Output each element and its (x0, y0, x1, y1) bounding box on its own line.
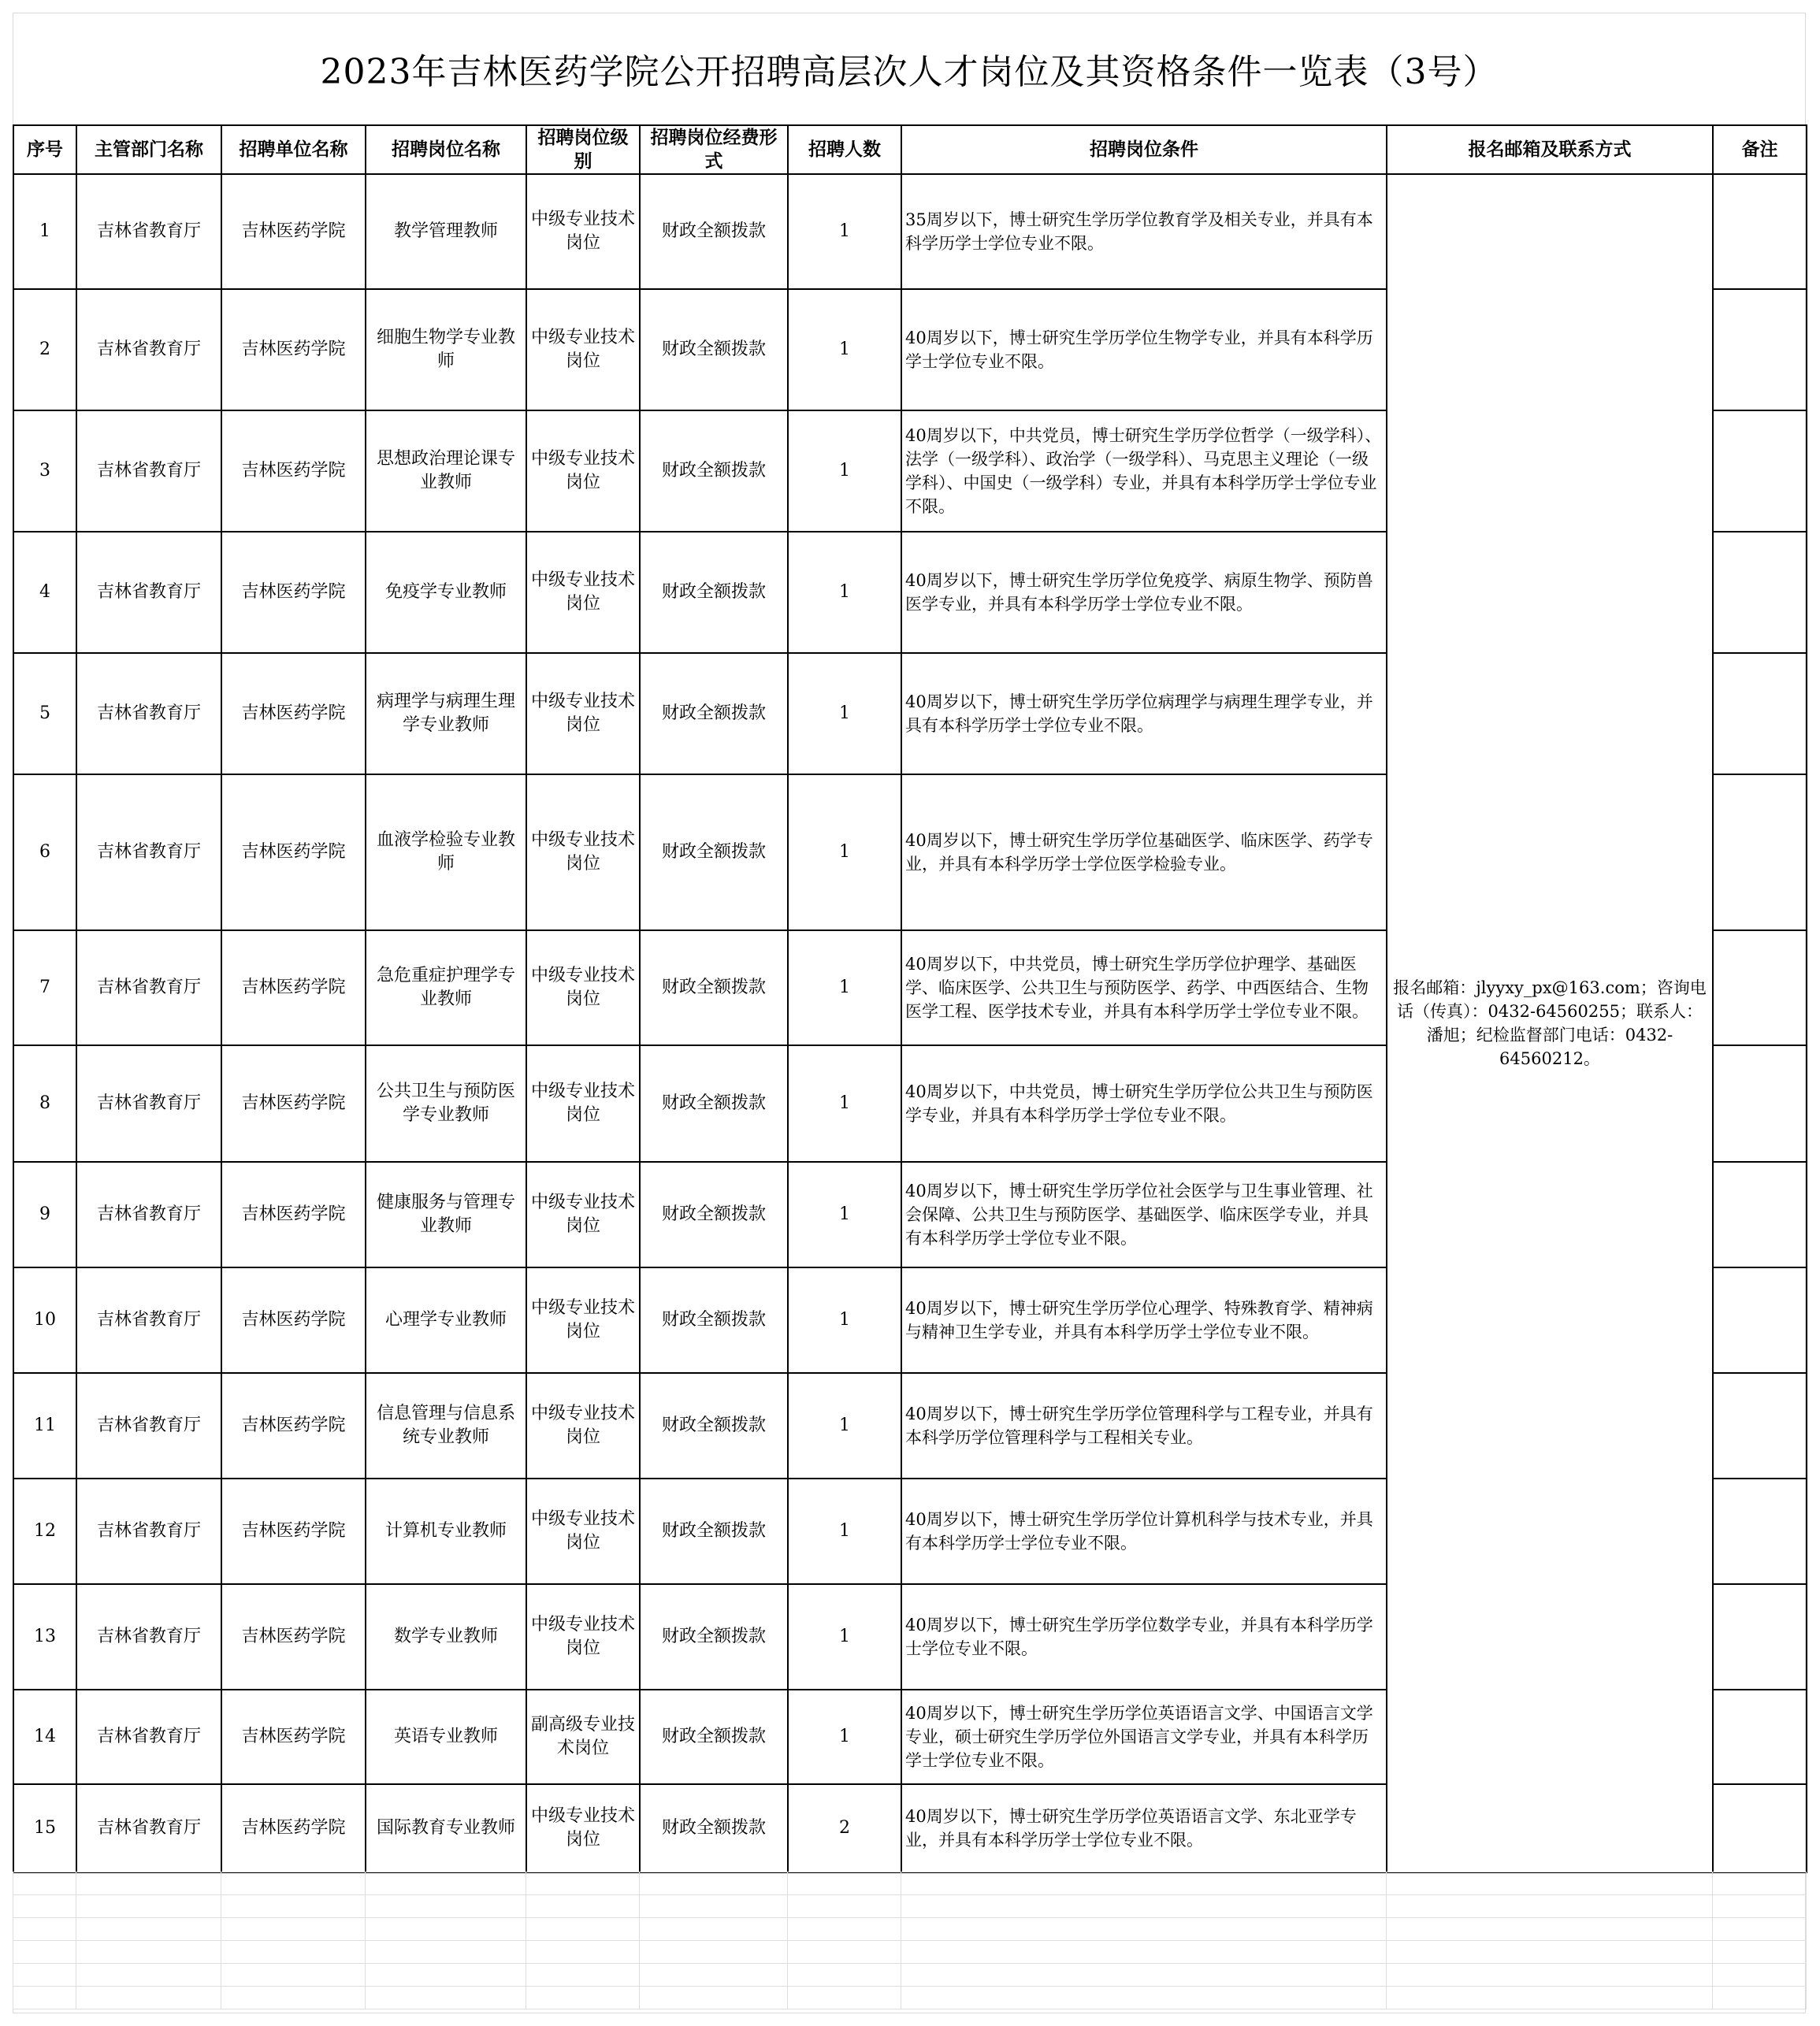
cell-unit: 吉林医药学院 (221, 174, 366, 289)
cell-count: 1 (788, 1267, 901, 1373)
cell-conditions: 40周岁以下，中共党员，博士研究生学历学位公共卫生与预防医学专业，并具有本科学历学士学位专业不限。 (901, 1045, 1387, 1162)
cell-unit: 吉林医药学院 (221, 1690, 366, 1784)
cell-unit: 吉林医药学院 (221, 410, 366, 532)
cell-dept: 吉林省教育厅 (76, 1584, 221, 1690)
cell-level: 中级专业技术岗位 (526, 1045, 640, 1162)
cell-post: 急危重症护理学专业教师 (366, 930, 526, 1045)
cell-count: 1 (788, 653, 901, 774)
cell-conditions: 40周岁以下，博士研究生学历学位病理学与病理生理学专业，并具有本科学历学士学位专业不限。 (901, 653, 1387, 774)
cell-conditions: 40周岁以下，博士研究生学历学位数学专业，并具有本科学历学士学位专业不限。 (901, 1584, 1387, 1690)
cell-dept: 吉林省教育厅 (76, 1479, 221, 1584)
cell-dept: 吉林省教育厅 (76, 1690, 221, 1784)
cell-level: 副高级专业技术岗位 (526, 1690, 640, 1784)
cell-level: 中级专业技术岗位 (526, 653, 640, 774)
cell-conditions: 40周岁以下，博士研究生学历学位心理学、特殊教育学、精神病与精神卫生学专业，并具有本科学历学士学位专业不限。 (901, 1267, 1387, 1373)
cell-post: 健康服务与管理专业教师 (366, 1162, 526, 1267)
cell-count: 1 (788, 1584, 901, 1690)
cell-remark (1713, 174, 1807, 289)
header-level: 招聘岗位级别 (526, 125, 640, 174)
cell-conditions: 40周岁以下，中共党员，博士研究生学历学位哲学（一级学科）、法学（一级学科）、政治学（一级学科）、马克思主义理论（一级学科）、中国史（一级学科）专业，并具有本科学历学士学位专业不限。 (901, 410, 1387, 532)
cell-remark (1713, 1373, 1807, 1479)
cell-level: 中级专业技术岗位 (526, 930, 640, 1045)
cell-remark (1713, 1784, 1807, 1872)
table-row (13, 174, 1807, 289)
cell-post: 国际教育专业教师 (366, 1784, 526, 1872)
cell-funding: 财政全额拨款 (640, 1045, 788, 1162)
cell-count: 1 (788, 930, 901, 1045)
cell-level: 中级专业技术岗位 (526, 1584, 640, 1690)
cell-unit: 吉林医药学院 (221, 1162, 366, 1267)
cell-seq: 11 (13, 1373, 76, 1479)
cell-post: 心理学专业教师 (366, 1267, 526, 1373)
header-conditions: 招聘岗位条件 (901, 125, 1387, 174)
cell-count: 1 (788, 1162, 901, 1267)
cell-post: 细胞生物学专业教师 (366, 289, 526, 410)
cell-seq: 3 (13, 410, 76, 532)
cell-unit: 吉林医药学院 (221, 1584, 366, 1690)
cell-remark (1713, 289, 1807, 410)
cell-funding: 财政全额拨款 (640, 289, 788, 410)
cell-remark (1713, 1690, 1807, 1784)
cell-unit: 吉林医药学院 (221, 1479, 366, 1584)
cell-seq: 1 (13, 174, 76, 289)
cell-remark (1713, 1584, 1807, 1690)
cell-remark (1713, 1045, 1807, 1162)
cell-count: 1 (788, 1479, 901, 1584)
header-post: 招聘岗位名称 (366, 125, 526, 174)
cell-dept: 吉林省教育厅 (76, 774, 221, 930)
cell-conditions: 40周岁以下，博士研究生学历学位英语语言文学、中国语言文学专业，硕士研究生学历学位外国语言文学专业，并具有本科学历学士学位专业不限。 (901, 1690, 1387, 1784)
cell-dept: 吉林省教育厅 (76, 289, 221, 410)
cell-level: 中级专业技术岗位 (526, 1373, 640, 1479)
cell-seq: 12 (13, 1479, 76, 1584)
cell-conditions: 40周岁以下，博士研究生学历学位计算机科学与技术专业，并具有本科学历学士学位专业不限。 (901, 1479, 1387, 1584)
cell-level: 中级专业技术岗位 (526, 289, 640, 410)
cell-funding: 财政全额拨款 (640, 653, 788, 774)
cell-seq: 14 (13, 1690, 76, 1784)
cell-seq: 7 (13, 930, 76, 1045)
cell-dept: 吉林省教育厅 (76, 1267, 221, 1373)
cell-seq: 6 (13, 774, 76, 930)
cell-post: 信息管理与信息系统专业教师 (366, 1373, 526, 1479)
cell-count: 1 (788, 410, 901, 532)
cell-unit: 吉林医药学院 (221, 930, 366, 1045)
header-contact: 报名邮箱及联系方式 (1387, 125, 1713, 174)
cell-dept: 吉林省教育厅 (76, 174, 221, 289)
cell-dept: 吉林省教育厅 (76, 1162, 221, 1267)
cell-dept: 吉林省教育厅 (76, 1045, 221, 1162)
cell-funding: 财政全额拨款 (640, 930, 788, 1045)
cell-post: 计算机专业教师 (366, 1479, 526, 1584)
cell-remark (1713, 410, 1807, 532)
cell-level: 中级专业技术岗位 (526, 1162, 640, 1267)
cell-conditions: 35周岁以下，博士研究生学历学位教育学及相关专业，并具有本科学历学士学位专业不限。 (901, 174, 1387, 289)
cell-funding: 财政全额拨款 (640, 1584, 788, 1690)
cell-post: 英语专业教师 (366, 1690, 526, 1784)
contact-info: 报名邮箱：jlyyxy_px@163.com；咨询电话（传真）：0432-64560255；联系人：潘旭；纪检监督部门电话：0432-64560212。 (1387, 174, 1713, 1872)
cell-dept: 吉林省教育厅 (76, 1373, 221, 1479)
cell-count: 2 (788, 1784, 901, 1872)
cell-dept: 吉林省教育厅 (76, 1784, 221, 1872)
cell-unit: 吉林医药学院 (221, 1045, 366, 1162)
cell-remark (1713, 1479, 1807, 1584)
cell-funding: 财政全额拨款 (640, 410, 788, 532)
cell-post: 血液学检验专业教师 (366, 774, 526, 930)
cell-dept: 吉林省教育厅 (76, 653, 221, 774)
cell-conditions: 40周岁以下，博士研究生学历学位英语语言文学、东北亚学专业，并具有本科学历学士学位专业不限。 (901, 1784, 1387, 1872)
header-remark: 备注 (1713, 125, 1807, 174)
cell-dept: 吉林省教育厅 (76, 930, 221, 1045)
cell-count: 1 (788, 774, 901, 930)
cell-remark (1713, 930, 1807, 1045)
cell-seq: 4 (13, 532, 76, 653)
cell-funding: 财政全额拨款 (640, 1373, 788, 1479)
cell-funding: 财政全额拨款 (640, 1267, 788, 1373)
cell-funding: 财政全额拨款 (640, 532, 788, 653)
cell-funding: 财政全额拨款 (640, 1690, 788, 1784)
cell-level: 中级专业技术岗位 (526, 1784, 640, 1872)
cell-level: 中级专业技术岗位 (526, 1479, 640, 1584)
cell-seq: 9 (13, 1162, 76, 1267)
cell-remark (1713, 774, 1807, 930)
cell-remark (1713, 653, 1807, 774)
cell-count: 1 (788, 1045, 901, 1162)
cell-unit: 吉林医药学院 (221, 1373, 366, 1479)
cell-remark (1713, 1162, 1807, 1267)
cell-count: 1 (788, 289, 901, 410)
table-header-row (13, 125, 1807, 174)
cell-post: 病理学与病理生理学专业教师 (366, 653, 526, 774)
cell-seq: 8 (13, 1045, 76, 1162)
cell-conditions: 40周岁以下，博士研究生学历学位基础医学、临床医学、药学专业，并具有本科学历学士学位医学检验专业。 (901, 774, 1387, 930)
cell-conditions: 40周岁以下，博士研究生学历学位免疫学、病原生物学、预防兽医学专业，并具有本科学历学士学位专业不限。 (901, 532, 1387, 653)
cell-seq: 5 (13, 653, 76, 774)
cell-count: 1 (788, 532, 901, 653)
cell-level: 中级专业技术岗位 (526, 174, 640, 289)
cell-post: 思想政治理论课专业教师 (366, 410, 526, 532)
cell-unit: 吉林医药学院 (221, 289, 366, 410)
cell-dept: 吉林省教育厅 (76, 410, 221, 532)
cell-post: 公共卫生与预防医学专业教师 (366, 1045, 526, 1162)
recruitment-table (13, 124, 1807, 1873)
header-funding: 招聘岗位经费形式 (640, 125, 788, 174)
cell-funding: 财政全额拨款 (640, 1479, 788, 1584)
header-seq: 序号 (13, 125, 76, 174)
cell-post: 教学管理教师 (366, 174, 526, 289)
cell-seq: 15 (13, 1784, 76, 1872)
cell-unit: 吉林医药学院 (221, 653, 366, 774)
cell-funding: 财政全额拨款 (640, 174, 788, 289)
cell-level: 中级专业技术岗位 (526, 532, 640, 653)
cell-seq: 13 (13, 1584, 76, 1690)
cell-level: 中级专业技术岗位 (526, 1267, 640, 1373)
header-dept: 主管部门名称 (76, 125, 221, 174)
cell-post: 免疫学专业教师 (366, 532, 526, 653)
cell-unit: 吉林医药学院 (221, 1267, 366, 1373)
cell-remark (1713, 532, 1807, 653)
cell-post: 数学专业教师 (366, 1584, 526, 1690)
header-unit: 招聘单位名称 (221, 125, 366, 174)
cell-funding: 财政全额拨款 (640, 774, 788, 930)
cell-unit: 吉林医药学院 (221, 1784, 366, 1872)
page-title: 2023年吉林医药学院公开招聘高层次人才岗位及其资格条件一览表（3号） (13, 13, 1806, 125)
cell-funding: 财政全额拨款 (640, 1784, 788, 1872)
empty-spreadsheet-rows (13, 1872, 1807, 2009)
cell-conditions: 40周岁以下，博士研究生学历学位社会医学与卫生事业管理、社会保障、公共卫生与预防医学、基础医学、临床医学专业，并具有本科学历学士学位专业不限。 (901, 1162, 1387, 1267)
header-count: 招聘人数 (788, 125, 901, 174)
cell-level: 中级专业技术岗位 (526, 410, 640, 532)
cell-remark (1713, 1267, 1807, 1373)
cell-unit: 吉林医药学院 (221, 532, 366, 653)
cell-seq: 2 (13, 289, 76, 410)
cell-count: 1 (788, 1690, 901, 1784)
cell-dept: 吉林省教育厅 (76, 532, 221, 653)
cell-unit: 吉林医药学院 (221, 774, 366, 930)
cell-conditions: 40周岁以下，博士研究生学历学位管理科学与工程专业，并具有本科学历学位管理科学与工程相关专业。 (901, 1373, 1387, 1479)
cell-conditions: 40周岁以下，博士研究生学历学位生物学专业，并具有本科学历学士学位专业不限。 (901, 289, 1387, 410)
cell-count: 1 (788, 1373, 901, 1479)
cell-conditions: 40周岁以下，中共党员，博士研究生学历学位护理学、基础医学、临床医学、公共卫生与预防医学、药学、中西医结合、生物医学工程、医学技术专业，并具有本科学历学士学位专业不限。 (901, 930, 1387, 1045)
cell-count: 1 (788, 174, 901, 289)
cell-level: 中级专业技术岗位 (526, 774, 640, 930)
cell-funding: 财政全额拨款 (640, 1162, 788, 1267)
cell-seq: 10 (13, 1267, 76, 1373)
